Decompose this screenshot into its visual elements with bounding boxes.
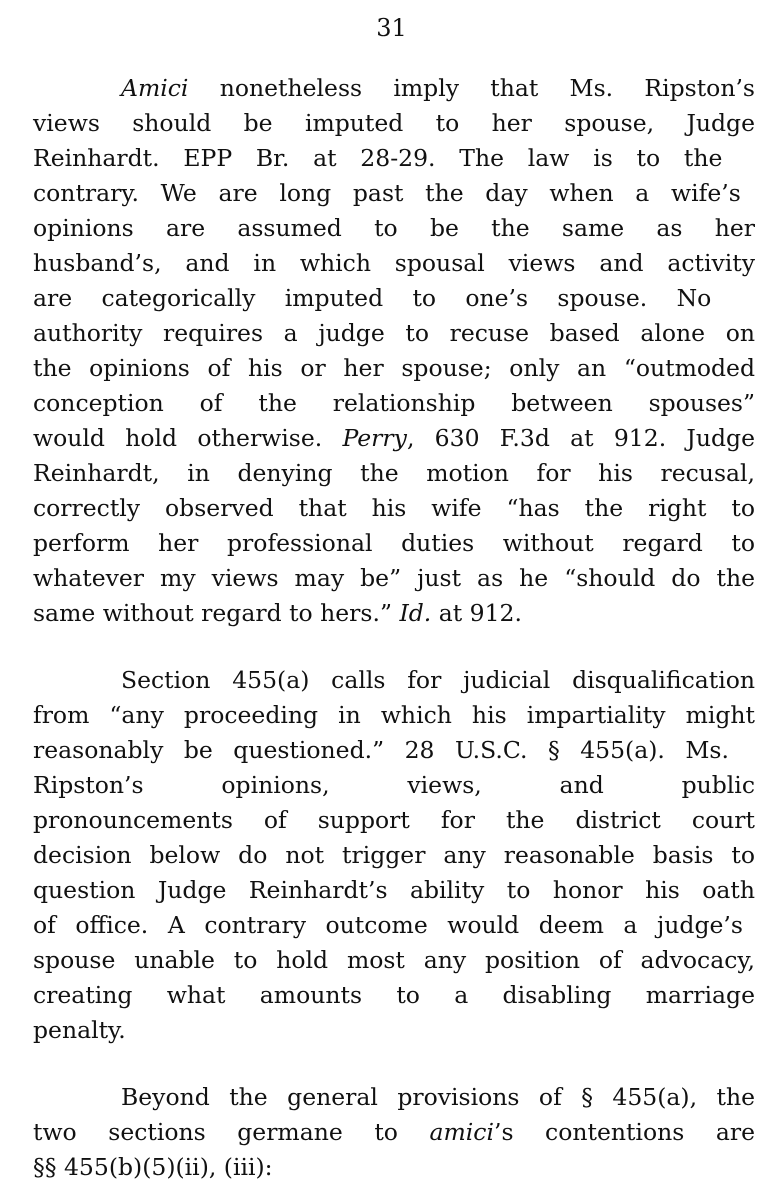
text-line: [33, 176, 755, 211]
text-span: same without regard to hers.”: [33, 599, 400, 627]
text-line: [33, 246, 755, 281]
text-span: Section 455(a) calls for judicial disqualification: [121, 666, 755, 694]
text-line: [33, 768, 755, 803]
text-line: [33, 596, 755, 631]
text-span: reasonably be questioned.” 28 U.S.C. § 455(a). Ms.: [33, 736, 729, 764]
text-span: are categorically imputed to one’s spouse. No: [33, 284, 712, 312]
italic-text: amici: [429, 1118, 494, 1146]
text-line: [33, 491, 755, 526]
text-line: [33, 943, 755, 978]
text-span: conception of the relationship between spouses”: [33, 389, 755, 417]
italic-text: Perry: [342, 424, 407, 452]
text-line: [33, 838, 755, 873]
text-line: [33, 281, 755, 316]
text-line: [33, 386, 755, 421]
italic-text: Id.: [399, 599, 432, 627]
text-span: views should be imputed to her spouse, Judge: [33, 109, 755, 137]
text-span: would hold otherwise.: [33, 424, 343, 452]
text-line: [33, 316, 755, 351]
text-span: contrary. We are long past the day when a wife’s: [33, 179, 741, 207]
text-line: [33, 978, 755, 1013]
text-span: question Judge Reinhardt’s ability to honor his oath: [33, 876, 755, 904]
text-span: pronouncements of support for the district court: [33, 806, 755, 834]
text-line: [33, 908, 755, 943]
text-span: two sections germane to: [33, 1118, 430, 1146]
text-line: [33, 421, 755, 456]
text-span: decision below do not trigger any reasonable basis to: [33, 841, 755, 869]
text-span: husband’s, and in which spousal views and activity: [33, 249, 755, 277]
text-span: opinions are assumed to be the same as her: [33, 214, 755, 242]
text-line: [121, 71, 755, 106]
paragraph-section-455a: [33, 663, 755, 1048]
text-line: [33, 456, 755, 491]
text-span: correctly observed that his wife “has the right to: [33, 494, 755, 522]
text-line: [33, 873, 755, 908]
text-line: [33, 211, 755, 246]
text-span: of office. A contrary outcome would deem a judge’s: [33, 911, 743, 939]
italic-text: Amici: [121, 74, 189, 102]
text-span: , 630 F.3d at 912. Judge: [406, 424, 755, 452]
text-line: [33, 698, 755, 733]
text-line: [33, 141, 755, 176]
text-line: [33, 351, 755, 386]
text-span: whatever my views may be” just as he “should do the: [33, 564, 755, 592]
text-line: [33, 1115, 755, 1150]
text-span: authority requires a judge to recuse based alone on: [33, 319, 755, 347]
text-span: creating what amounts to a disabling marriage: [33, 981, 755, 1009]
text-span: at 912.: [431, 599, 522, 627]
text-span: §§ 455(b)(5)(ii), (iii):: [33, 1153, 273, 1181]
paragraph-section-455b: [33, 1080, 755, 1185]
paragraph-recusal-spouse: [33, 71, 755, 631]
text-span: Beyond the general provisions of § 455(a), the: [121, 1083, 755, 1111]
text-line: [121, 1080, 755, 1115]
text-span: Ripston’s opinions, views, and public: [33, 771, 755, 799]
text-line: [33, 1150, 755, 1185]
text-line: [33, 106, 755, 141]
text-line: [33, 561, 755, 596]
text-span: penalty.: [33, 1016, 126, 1044]
text-line: [33, 733, 755, 768]
text-line: [33, 526, 755, 561]
text-span: spouse unable to hold most any position of advocacy,: [33, 946, 755, 974]
text-span: from “any proceeding in which his impartiality might: [33, 701, 755, 729]
text-span: ’s contentions are: [493, 1118, 755, 1146]
text-line: [121, 663, 755, 698]
text-line: [33, 803, 755, 838]
text-span: Reinhardt. EPP Br. at 28-29. The law is to the: [33, 144, 723, 172]
text-span: the opinions of his or her spouse; only an “outmoded: [33, 354, 755, 382]
page-number: 31: [376, 14, 407, 42]
text-span: nonetheless imply that Ms. Ripston’s: [188, 74, 755, 102]
text-span: Reinhardt, in denying the motion for his recusal,: [33, 459, 755, 487]
text-line: [33, 1013, 755, 1048]
text-span: perform her professional duties without regard to: [33, 529, 755, 557]
